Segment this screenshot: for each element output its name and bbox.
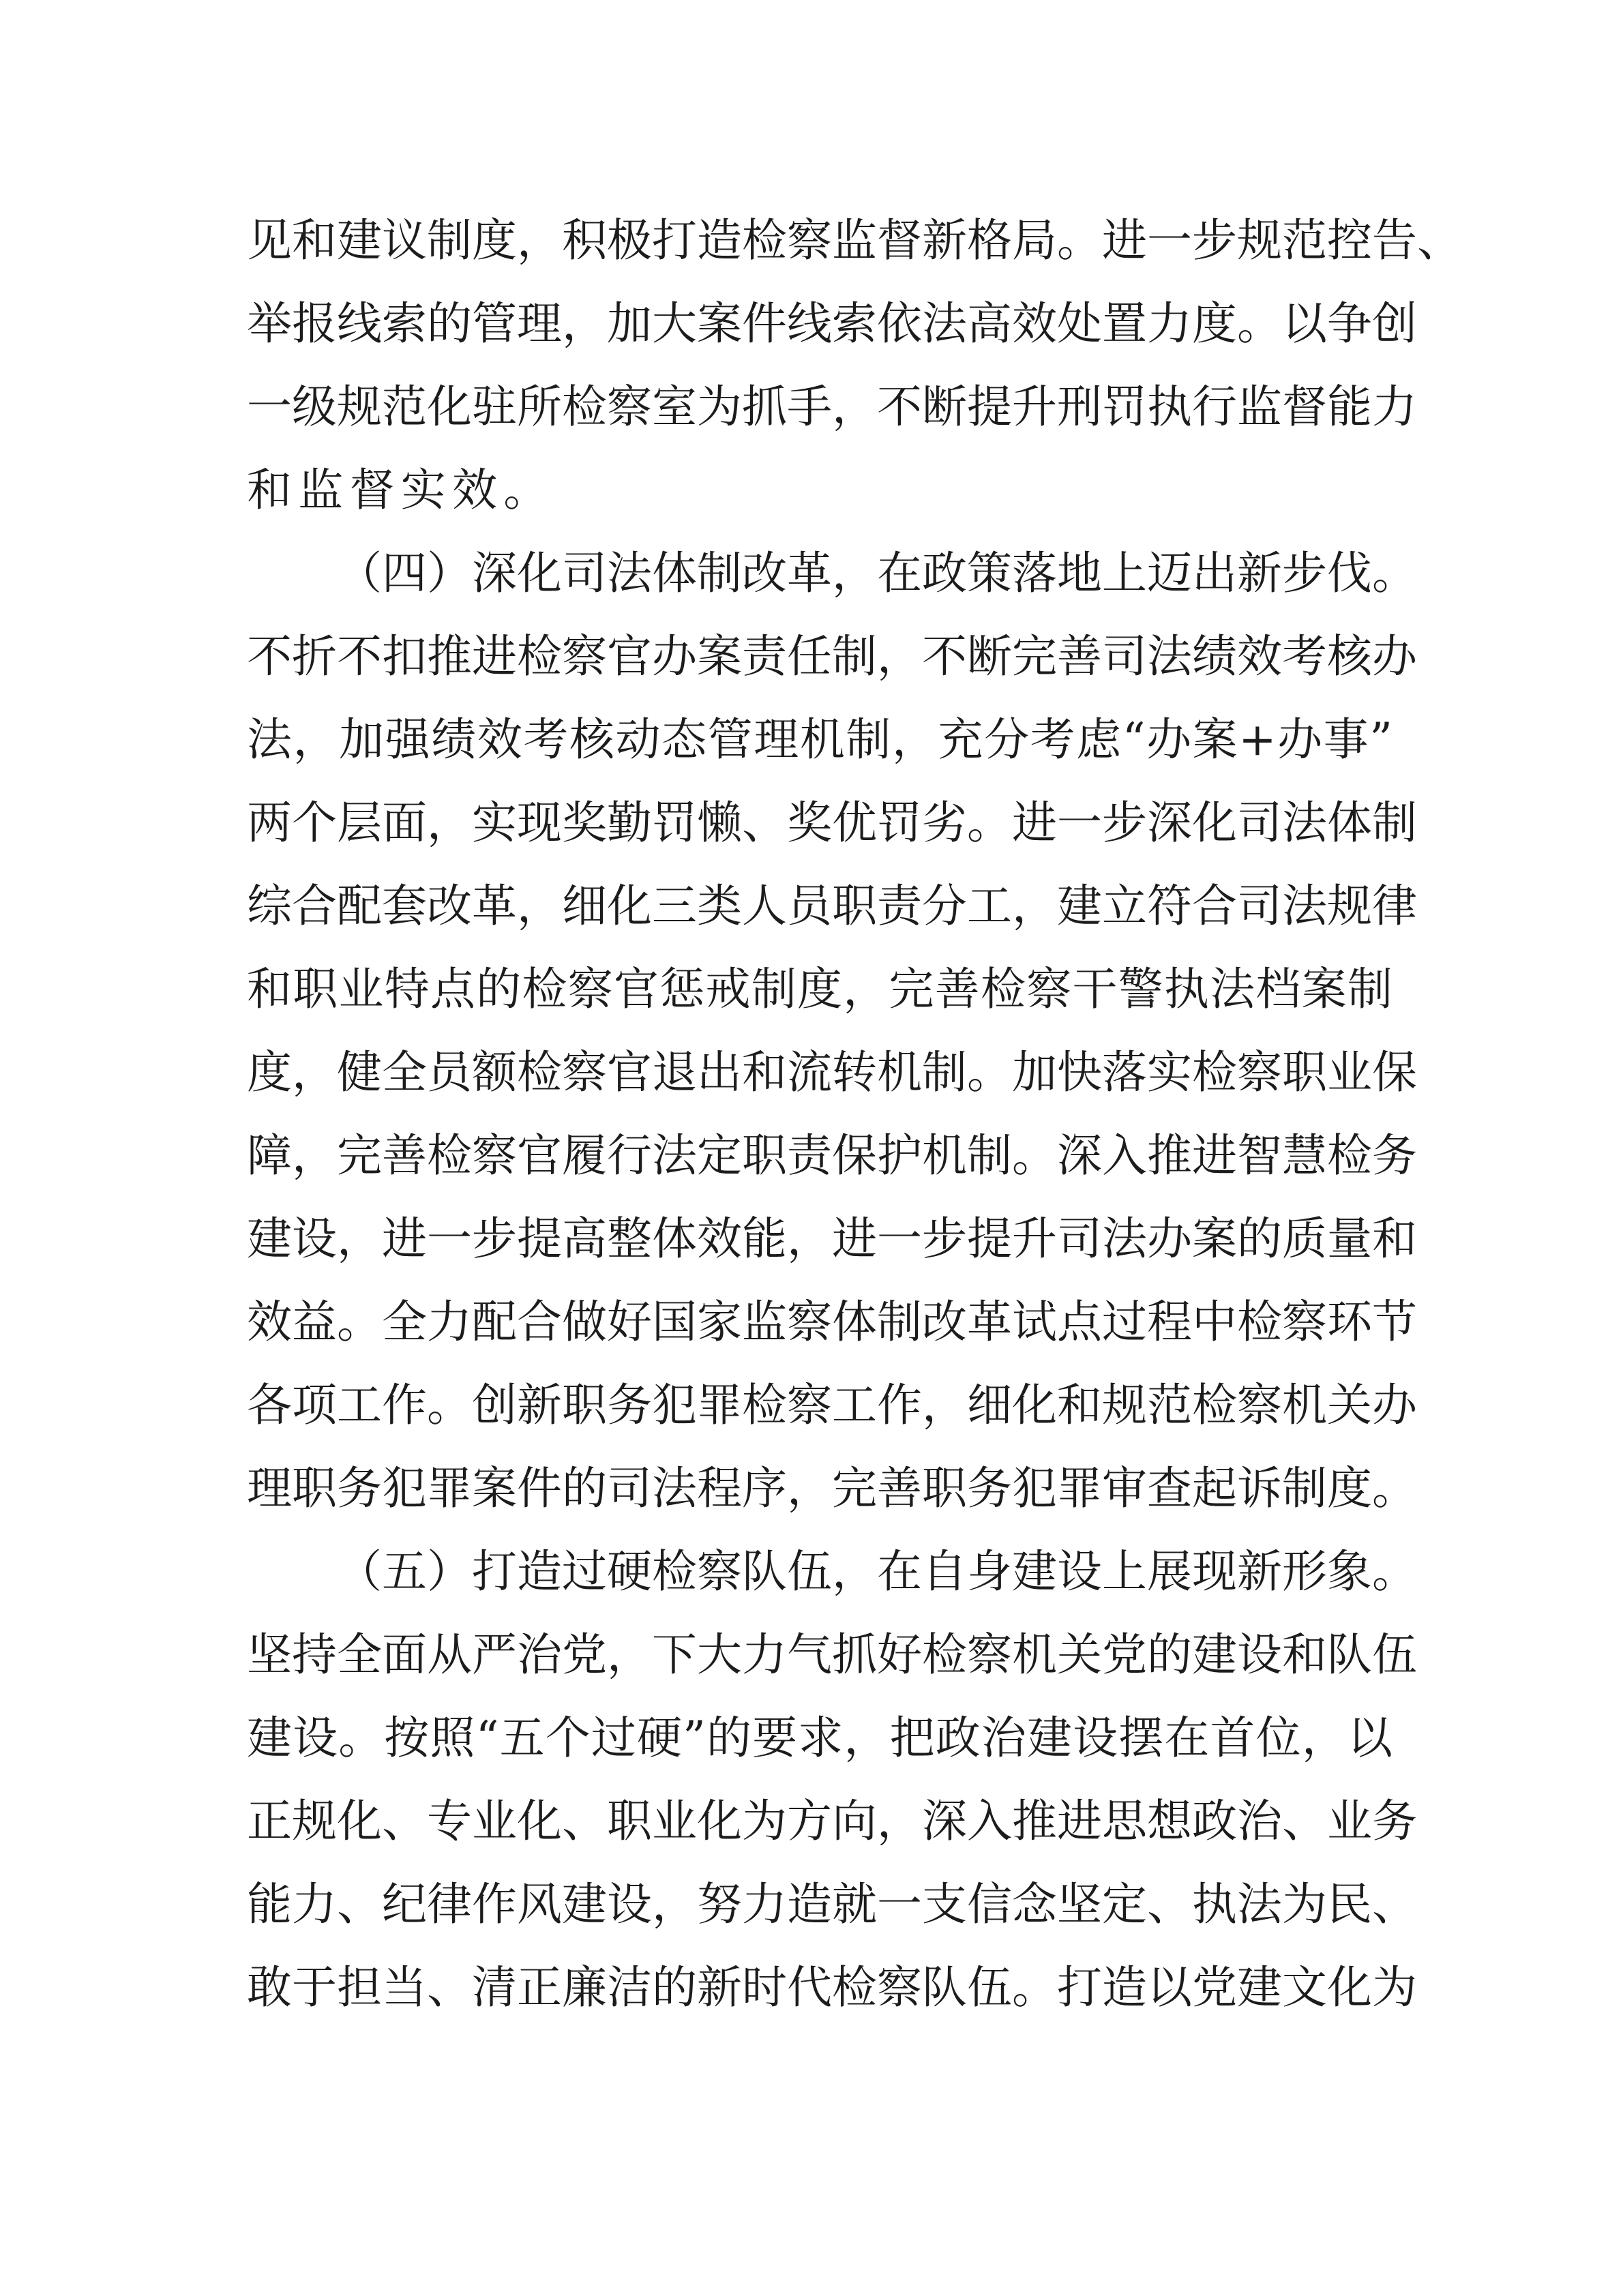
text-line: 和监督实效。 [247, 464, 555, 516]
text-line: 坚持全面从严治党，下大力气抓好检察机关党的建设和队伍 [247, 1628, 1417, 1681]
text-line: 和职业特点的检察官惩戒制度，完善检察干警执法档案制 [247, 963, 1393, 1015]
text-line: 两个层面，实现奖勤罚懒、奖优罚劣。进一步深化司法体制 [247, 796, 1417, 849]
text-line: 障，完善检察官履行法定职责保护机制。深入推进智慧检务 [247, 1129, 1417, 1182]
section-heading-4: （四）深化司法体制改革，在政策落地上迈出新步伐。 [337, 547, 1417, 599]
text-line: 举报线索的管理，加大案件线索依法高效处置力度。以争创 [247, 297, 1417, 350]
text-line: 敢于担当、清正廉洁的新时代检察队伍。打造以党建文化为 [247, 1961, 1417, 2014]
text-line: 见和建议制度，积极打造检察监督新格局。进一步规范控告、 [247, 214, 1462, 267]
text-line: 一级规范化驻所检察室为抓手，不断提升刑罚执行监督能力 [247, 381, 1417, 433]
text-line: 效益。全力配合做好国家监察体制改革试点过程中检察环节 [247, 1296, 1417, 1348]
text-line: 各项工作。创新职务犯罪检察工作，细化和规范检察机关办 [247, 1379, 1417, 1431]
text-line: 综合配套改革，细化三类人员职责分工，建立符合司法规律 [247, 880, 1417, 932]
text-line: 建设。按照“五个过硬”的要求，把政治建设摆在首位，以 [247, 1712, 1393, 1764]
body-text [247, 199, 1462, 2029]
section-heading-5: （五）打造过硬检察队伍，在自身建设上展现新形象。 [337, 1545, 1417, 1598]
text-line: 能力、纪律作风建设，努力造就一支信念坚定、执法为民、 [247, 1878, 1417, 1930]
text-line: 度，健全员额检察官退出和流转机制。加快落实检察职业保 [247, 1046, 1417, 1099]
text-line: 建设，进一步提高整体效能，进一步提升司法办案的质量和 [247, 1212, 1417, 1265]
text-line: 正规化、专业化、职业化为方向，深入推进思想政治、业务 [247, 1795, 1417, 1847]
text-line: 不折不扣推进检察官办案责任制，不断完善司法绩效考核办 [247, 630, 1417, 683]
text-line: 法，加强绩效考核动态管理机制，充分考虑“办案+办事” [247, 713, 1393, 766]
text-line: 理职务犯罪案件的司法程序，完善职务犯罪审查起诉制度。 [247, 1462, 1417, 1515]
